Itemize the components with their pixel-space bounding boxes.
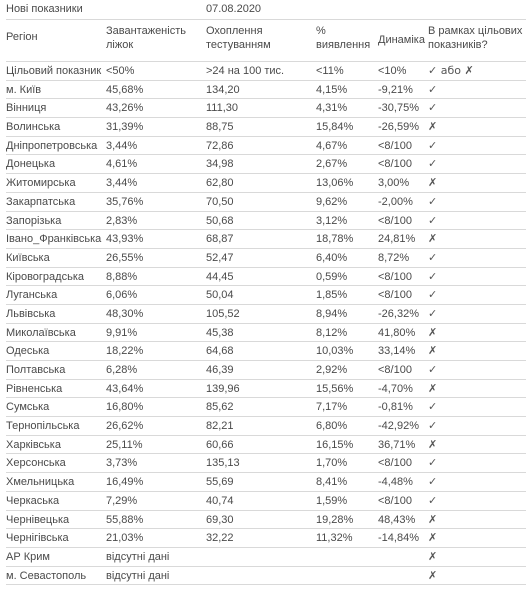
detection-cell: 15,56% xyxy=(316,382,354,395)
table-body xyxy=(6,81,526,586)
testing-cell: 44,45 xyxy=(206,270,234,283)
region-cell: Волинська xyxy=(6,121,61,134)
region-cell: Вінниця xyxy=(6,102,47,115)
dynamics-cell: -26,32% xyxy=(378,307,419,320)
dynamics-cell: -4,70% xyxy=(378,382,413,395)
table-row xyxy=(6,118,526,137)
detection-cell: 13,06% xyxy=(316,177,354,190)
testing-cell: 111,30 xyxy=(206,102,239,115)
region-cell: Запорізька xyxy=(6,214,62,227)
target-status-cell: ✗ xyxy=(428,437,438,451)
col-beds-header: Завантаженість ліжок xyxy=(106,25,186,51)
region-cell: АР Крим xyxy=(6,550,50,563)
region-cell: Миколаївська xyxy=(6,326,76,339)
col-target-header: В рамках цільових показників? xyxy=(428,25,523,51)
detection-cell: 4,15% xyxy=(316,83,348,96)
region-cell: Житомирська xyxy=(6,177,76,190)
beds-cell: 45,68% xyxy=(106,83,144,96)
testing-cell: 46,39 xyxy=(206,364,234,376)
testing-cell: 85,62 xyxy=(206,401,234,414)
dynamics-cell: 41,80% xyxy=(378,326,416,339)
target-status-cell: ✓ xyxy=(428,157,438,171)
beds-cell: 18,22% xyxy=(106,345,144,358)
beds-cell: 16,49% xyxy=(106,476,144,489)
target-check: ✓ або ✗ xyxy=(428,64,474,77)
testing-cell: 55,69 xyxy=(206,476,234,489)
beds-cell: 43,64% xyxy=(106,382,144,395)
target-status-cell: ✓ xyxy=(428,456,438,470)
target-status-cell: ✗ xyxy=(428,531,438,545)
testing-cell: 70,50 xyxy=(206,195,234,208)
target-status-cell: ✓ xyxy=(428,250,438,264)
dynamics-cell: <8/100 xyxy=(378,457,412,470)
beds-cell: 3,73% xyxy=(106,457,138,470)
table-row xyxy=(6,212,526,231)
detection-cell: 6,80% xyxy=(316,420,348,433)
table-row xyxy=(6,492,526,511)
dynamics-cell: <8/100 xyxy=(378,270,412,283)
region-cell: Чернівецька xyxy=(6,513,70,526)
dynamics-cell: -42,92% xyxy=(378,420,419,433)
table-row xyxy=(6,230,526,249)
dynamics-cell: -26,59% xyxy=(378,121,419,134)
target-status-cell: ✓ xyxy=(428,82,438,96)
target-status-cell: ✓ xyxy=(428,475,438,489)
detection-cell: 2,92% xyxy=(316,364,348,376)
region-cell: Чернігівська xyxy=(6,532,69,545)
dynamics-cell: <8/100 xyxy=(378,494,412,507)
region-cell: Закарпатська xyxy=(6,195,76,208)
beds-cell: 31,39% xyxy=(106,121,144,134)
table-row xyxy=(6,454,526,473)
target-status-cell: ✓ xyxy=(428,363,438,376)
dynamics-cell: -30,75% xyxy=(378,102,419,115)
testing-cell: 68,87 xyxy=(206,233,234,246)
dynamics-cell: 8,72% xyxy=(378,251,410,264)
beds-cell: 8,88% xyxy=(106,270,138,283)
testing-cell: 139,96 xyxy=(206,382,240,395)
table-row xyxy=(6,249,526,268)
table-row xyxy=(6,511,526,530)
beds-cell: 55,88% xyxy=(106,513,144,526)
header-row xyxy=(6,20,526,62)
region-cell: Одеська xyxy=(6,345,50,358)
beds-cell: 43,26% xyxy=(106,102,144,115)
target-status-cell: ✓ xyxy=(428,213,438,227)
detection-cell: 1,59% xyxy=(316,494,348,507)
testing-cell: 64,68 xyxy=(206,345,234,358)
testing-cell: 62,80 xyxy=(206,177,234,190)
table-row xyxy=(6,99,526,118)
detection-cell: 15,84% xyxy=(316,121,354,134)
report-date: 07.08.2020 xyxy=(206,3,262,15)
table-row xyxy=(6,342,526,361)
target-row xyxy=(6,62,526,81)
dynamics-cell: 36,71% xyxy=(378,438,416,451)
detection-cell: 18,78% xyxy=(316,233,354,246)
table-row xyxy=(6,548,526,567)
region-cell: Львівська xyxy=(6,307,56,320)
testing-cell: 135,13 xyxy=(206,457,240,470)
testing-cell: 50,04 xyxy=(206,289,234,302)
detection-cell: 8,94% xyxy=(316,307,348,320)
dynamics-cell: <8/100 xyxy=(378,158,412,171)
target-status-cell: ✗ xyxy=(428,381,438,395)
target-status-cell: ✓ xyxy=(428,288,438,302)
testing-cell: 50,68 xyxy=(206,214,234,227)
detection-cell: 8,12% xyxy=(316,326,348,339)
dynamics-cell: <8/100 xyxy=(378,139,412,152)
detection-cell: 10,03% xyxy=(316,345,354,358)
target-status-cell: ✗ xyxy=(428,232,438,246)
table-row xyxy=(6,137,526,156)
testing-cell: 52,47 xyxy=(206,251,234,264)
testing-cell: 32,22 xyxy=(206,532,234,545)
testing-cell: 134,20 xyxy=(206,83,240,96)
region-cell: Дніпропетровська xyxy=(6,139,98,152)
dynamics-cell: <8/100 xyxy=(378,289,412,302)
beds-cell: 6,06% xyxy=(106,289,138,302)
table-row xyxy=(6,324,526,343)
detection-cell: 1,70% xyxy=(316,457,348,470)
beds-cell: 35,76% xyxy=(106,195,144,208)
beds-cell: 43,93% xyxy=(106,233,144,246)
table-row xyxy=(6,155,526,174)
dynamics-cell: 48,43% xyxy=(378,513,416,526)
beds-cell: 6,28% xyxy=(106,364,138,376)
region-cell: Київська xyxy=(6,251,50,264)
indicators-table xyxy=(6,0,526,585)
table-row xyxy=(6,473,526,492)
target-dynamics: <10% xyxy=(378,65,407,77)
target-status-cell: ✗ xyxy=(428,512,438,526)
region-cell: Херсонська xyxy=(6,457,66,470)
table-row xyxy=(6,286,526,305)
region-cell: Черкаська xyxy=(6,494,60,507)
region-cell: Полтавська xyxy=(6,364,66,376)
col-region-header: Регіон xyxy=(6,31,38,43)
table-title: Нові показники xyxy=(6,3,83,15)
detection-cell: 6,40% xyxy=(316,251,348,264)
beds-cell: відсутні дані xyxy=(106,550,170,563)
beds-cell: 25,11% xyxy=(106,438,143,451)
beds-cell: 2,83% xyxy=(106,214,138,227)
table-row xyxy=(6,305,526,324)
testing-cell: 72,86 xyxy=(206,139,234,152)
target-status-cell: ✓ xyxy=(428,400,438,414)
testing-cell: 105,52 xyxy=(206,307,240,320)
table-row xyxy=(6,380,526,399)
col-detection-header: % виявлення xyxy=(316,25,371,51)
target-status-cell: ✗ xyxy=(428,549,438,563)
testing-cell: 88,75 xyxy=(206,121,234,134)
table-row xyxy=(6,417,526,436)
target-status-cell: ✗ xyxy=(428,568,438,582)
target-status-cell: ✓ xyxy=(428,101,438,115)
target-status-cell: ✓ xyxy=(428,493,438,507)
dynamics-cell: -14,84% xyxy=(378,532,419,545)
table-row xyxy=(6,567,526,586)
beds-cell: відсутні дані xyxy=(106,569,170,582)
beds-cell: 3,44% xyxy=(106,139,138,152)
table-row xyxy=(6,193,526,212)
dynamics-cell: <8/100 xyxy=(378,214,412,227)
target-detection: <11% xyxy=(316,65,344,77)
target-status-cell: ✓ xyxy=(428,194,438,208)
region-cell: Донецька xyxy=(6,158,56,171)
detection-cell: 1,85% xyxy=(316,289,348,302)
target-label: Цільовий показник xyxy=(6,65,102,77)
table-row xyxy=(6,398,526,417)
region-cell: м. Київ xyxy=(6,83,42,96)
region-cell: м. Севастополь xyxy=(6,569,87,582)
col-dynamics-header: Динаміка xyxy=(378,34,425,46)
region-cell: Кіровоградська xyxy=(6,270,84,283)
beds-cell: 7,29% xyxy=(106,494,138,507)
target-status-cell: ✗ xyxy=(428,344,438,358)
beds-cell: 26,55% xyxy=(106,251,144,264)
table-row xyxy=(6,174,526,193)
target-status-cell: ✓ xyxy=(428,419,438,433)
title-row xyxy=(6,0,526,20)
target-status-cell: ✓ xyxy=(428,269,438,283)
beds-cell: 26,62% xyxy=(106,420,144,433)
detection-cell: 4,31% xyxy=(316,102,348,115)
table-row xyxy=(6,529,526,548)
testing-cell: 60,66 xyxy=(206,438,234,451)
beds-cell: 9,91% xyxy=(106,326,138,339)
region-cell: Хмельницька xyxy=(6,476,75,489)
beds-cell: 3,44% xyxy=(106,177,138,190)
detection-cell: 4,67% xyxy=(316,139,348,152)
region-cell: Харківська xyxy=(6,438,61,451)
detection-cell: 19,28% xyxy=(316,513,354,526)
testing-cell: 34,98 xyxy=(206,158,234,171)
region-cell: Луганська xyxy=(6,289,58,302)
target-status-cell: ✗ xyxy=(428,176,438,190)
detection-cell: 2,67% xyxy=(316,158,348,171)
detection-cell: 11,32% xyxy=(316,532,353,545)
target-beds: <50% xyxy=(106,65,135,77)
beds-cell: 21,03% xyxy=(106,532,144,545)
detection-cell: 3,12% xyxy=(316,214,348,227)
region-cell: Сумська xyxy=(6,401,50,414)
dynamics-cell: -9,21% xyxy=(378,83,413,96)
testing-cell: 45,38 xyxy=(206,326,234,339)
dynamics-cell: 24,81% xyxy=(378,233,416,246)
detection-cell: 0,59% xyxy=(316,270,348,283)
target-testing: >24 на 100 тис. xyxy=(206,65,285,77)
beds-cell: 48,30% xyxy=(106,307,144,320)
dynamics-cell: -2,00% xyxy=(378,195,413,208)
table-row xyxy=(6,268,526,287)
target-status-cell: ✗ xyxy=(428,325,438,339)
dynamics-cell: 3,00% xyxy=(378,177,410,190)
table-row xyxy=(6,436,526,455)
target-status-cell: ✗ xyxy=(428,120,438,134)
table-row xyxy=(6,361,526,380)
region-cell: Рівненська xyxy=(6,382,63,395)
dynamics-cell: -0,81% xyxy=(378,401,413,414)
testing-cell: 82,21 xyxy=(206,420,234,433)
beds-cell: 16,80% xyxy=(106,401,144,414)
testing-cell: 69,30 xyxy=(206,513,234,526)
detection-cell: 8,41% xyxy=(316,476,348,489)
region-cell: Івано_Франківська xyxy=(6,233,102,246)
target-status-cell: ✓ xyxy=(428,138,438,152)
region-cell: Тернопільська xyxy=(6,420,80,433)
dynamics-cell: 33,14% xyxy=(378,345,416,358)
table-row xyxy=(6,81,526,100)
testing-cell: 40,74 xyxy=(206,494,234,507)
dynamics-cell: <8/100 xyxy=(378,364,412,376)
detection-cell: 7,17% xyxy=(316,401,348,414)
detection-cell: 16,15% xyxy=(316,438,354,451)
dynamics-cell: -4,48% xyxy=(378,476,413,489)
col-testing-header: Охоплення тестуванням xyxy=(206,25,271,51)
target-status-cell: ✓ xyxy=(428,306,438,320)
beds-cell: 4,61% xyxy=(106,158,138,171)
detection-cell: 9,62% xyxy=(316,195,348,208)
